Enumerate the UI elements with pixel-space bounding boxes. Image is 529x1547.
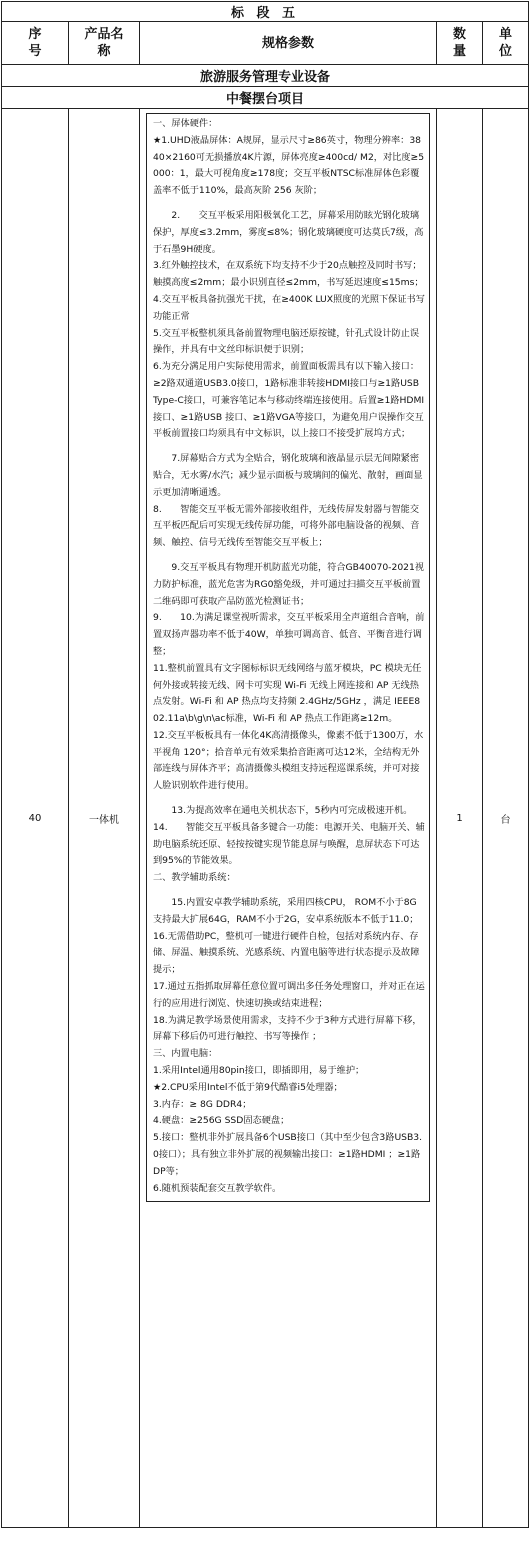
item-seq: 40 [2, 109, 69, 1528]
header-row [2, 22, 529, 65]
spec-line: ★1.UHD液晶屏体：A规屏，显示尺寸≥86英寸，物理分辨率：3840×2160可无损播放4K片源，屏体亮度≥400cd/ M2，对比度≥5000：1，最大可视角度≥178度；交互平板NTSC标准屏体色彩覆盖率不低于110%，最高灰阶 256 灰阶； [153, 134, 425, 197]
header-name-label: 产品名 称 [84, 27, 124, 59]
spec-line: 5.交互平板整机须具备前置物理电脑还原按键，针孔式设计防止误操作，并具有中文丝印标识便于识别； [153, 327, 420, 356]
header-seq [2, 22, 69, 65]
spec-line: 12.交互平板板具有一体化4K高清摄像头，像素不低于1300万，水平视角 120°；拾音单元有效采集拾音距离可达12米，全结构无外部连线与屏体齐平；高清摄像头模组支持远程巡课系统，并可对接人脸识别软件进行使用。 [153, 729, 424, 792]
spec-line: 14. 智能交互平板具备多键合一功能：电源开关、电脑开关、辅助电脑系统还原、轻按按键实现节能息屏与唤醒，息屏状态下可达到95%的节能效果。 [153, 821, 425, 867]
spec-line: 3.红外触控技术，在双系统下均支持不少于20点触控及同时书写；触摸高度≤2mm；最小识别直径≤2mm，书写延迟速度≤15ms； [153, 260, 424, 289]
spec-line: 9.交互平板具有物理开机防蓝光功能，符合GB40070-2021视力防护标准，蓝光危害为RG0豁免级，并可通过扫描交互平板前置二维码即可获取产品防蓝光检测证书； [153, 561, 425, 607]
header-qty-label: 数 量 [452, 27, 466, 59]
header-seq-label: 序 号 [28, 27, 42, 59]
spec-line: 5.接口：整机非外扩展具备6个USB接口（其中至少包含3路USB3.0接口）；具有独立非外扩展的视频输出接口：≥1路HDMI ；≥1路DP等； [153, 1132, 423, 1177]
spec-line: 2. 交互平板采用阳极氧化工艺，屏幕采用防眩光钢化玻璃保护，厚度≤3.2mm，雾度≤8%；钢化玻璃硬度可达莫氏7级，高于石墨9H硬度。 [153, 209, 424, 255]
spec-line: 8. 智能交互平板无需外部接收组件，无线传屏发射器与智能交互平板匹配后可实现无线传屏功能，可将外部电脑设备的视频、音频、触控、信号无线传至智能交互平板上； [153, 503, 420, 549]
tender-table [1, 1, 529, 1528]
spec-line: ★2.CPU采用Intel不低于第9代酷睿i5处理器； [153, 1081, 343, 1093]
spec-line: 7.屏幕贴合方式为全贴合，钢化玻璃和液晶显示层无间隙紧密贴合，无水雾/水汽；减少显示面板与玻璃间的偏光、散射，画面显示更加清晰通透。 [153, 453, 423, 498]
spec-line: 18.为满足教学场景使用需求，支持不少于3种方式进行屏幕下移，屏幕下移后仍可进行触控、书写等操作 ； [153, 1014, 422, 1043]
header-qty [437, 22, 483, 65]
item-qty: 1 [437, 109, 483, 1528]
spec-gap [153, 552, 425, 560]
category-row [2, 65, 529, 87]
table-title: 标 段 五 [2, 2, 529, 22]
spec-line: 三、内置电脑： [153, 1048, 218, 1060]
spec-gap [153, 795, 425, 803]
spec-line: 1.采用Intel通用80pin接口，即插即用，易于维护； [153, 1065, 365, 1077]
item-name: 一体机 [69, 109, 140, 1528]
item-spec-list [146, 113, 430, 1202]
spec-line: 4.硬盘：≥256G SSD固态硬盘； [153, 1115, 290, 1127]
spec-line: 4.交互平板具备抗强光干扰，在≥400K LUX照度的光照下保证书写功能正常 [153, 293, 425, 322]
spec-line: 二、教学辅助系统： [153, 872, 236, 884]
spec-gap [153, 443, 425, 451]
item-spec-cell [140, 109, 437, 1528]
spec-line: 一、屏体硬件： [153, 118, 218, 129]
spec-line: 16.无需借助PC，整机可一键进行硬件自检，包括对系统内存、存储、屏温、触摸系统、光感系统、内置电脑等进行状态提示及故障提示； [153, 930, 420, 976]
spec-line: 15.内置安卓教学辅助系统，采用四核CPU， ROM不小于8G支持最大扩展64G，RAM不小于2G，安卓系统版本不低于11.0； [153, 897, 419, 925]
spec-line: 9. 10.为满足课堂视听需求，交互平板采用全声道组合音响，前置双扬声器功率不低于40W，单独可调高音、低音、平衡音进行调整； [153, 612, 425, 657]
spec-line: 13.为提高效率在通电关机状态下，5秒内可完成极速开机。 [171, 805, 413, 817]
item-row [2, 109, 529, 1528]
subcategory-row [2, 87, 529, 109]
category-label: 旅游服务管理专业设备 [2, 65, 529, 87]
header-name [69, 22, 140, 65]
spec-gap [153, 200, 425, 208]
header-spec-label: 规格参数 [261, 35, 314, 51]
subcategory-label: 中餐摆台项目 [2, 87, 529, 109]
spec-line: 3.内存：≥ 8G DDR4； [153, 1098, 252, 1110]
spec-line: 6.为充分满足用户实际使用需求，前置面板需具有以下输入接口：≥2路双通道USB3.0接口，1路标准非转接HDMI接口与≥1路USB Type-C接口，可兼容笔记本与移动终端连接使用。后置≥1路HDMI接口、≥1路USB 接口、≥1路VGA等接口，为避免用户误操作交互平板前置接口均须具有中文标识，以上接口不接受扩展坞方式； [153, 361, 425, 440]
table-title-row [2, 2, 529, 22]
spec-line: 17.通过五指抓取屏幕任意位置可调出多任务处理窗口，并对正在运行的应用进行浏览、快速切换或结束进程； [153, 981, 425, 1009]
spec-line: 6.随机预装配套交互教学软件。 [153, 1182, 282, 1194]
spec-gap [153, 887, 425, 895]
header-unit-label: 单 位 [498, 27, 512, 59]
header-unit [483, 22, 529, 65]
spec-line: 11.整机前置具有文字图标标识无线网络与蓝牙模块，PC 模块无任何外接或转接无线、网卡可实现 Wi-Fi 无线上网连接和 AP 无线热点发射。Wi-Fi 和 AP 热点均支持频 2.4GHz/5GHz ，满足 IEEE802.11a\b\g\n\ac标准，Wi-Fi 和 AP 热点工作距离≥12m。 [153, 662, 422, 725]
item-unit: 台 [483, 109, 529, 1528]
header-spec [140, 22, 437, 65]
